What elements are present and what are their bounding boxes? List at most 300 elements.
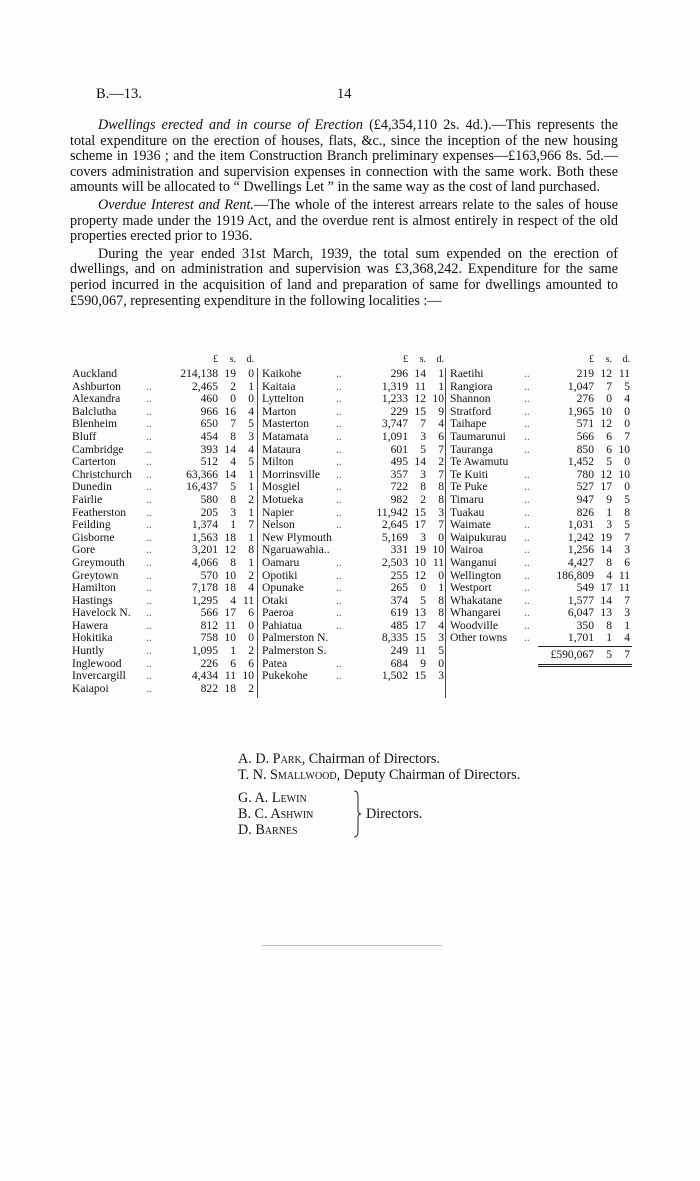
table-row: [70, 456, 256, 469]
locality-name: Ashburton: [72, 379, 121, 393]
total-pounds: £590,067: [550, 648, 594, 662]
leader-dots: ..: [336, 656, 342, 670]
leader-dots: ..: [146, 518, 152, 532]
locality-name: Dunedin: [72, 480, 112, 494]
shillings-value: 8: [230, 555, 236, 569]
pounds-value: 619: [390, 606, 408, 620]
locality-name: Wanganui: [450, 555, 497, 569]
pounds-header: £: [213, 354, 218, 365]
leader-dots: ..: [146, 543, 152, 557]
shillings-value: 15: [414, 404, 426, 418]
table-row: [70, 645, 256, 658]
pounds-value: 4,434: [191, 669, 218, 683]
shillings-value: 17: [224, 606, 236, 620]
leader-dots: ..: [524, 631, 530, 645]
leader-dots: ..: [146, 606, 152, 620]
table-row: [448, 393, 632, 406]
pounds-value: 7,178: [191, 581, 218, 595]
table-row: [70, 670, 256, 683]
shillings-value: 10: [224, 568, 236, 582]
deputy-role: , Deputy Chairman of Directors.: [336, 767, 521, 783]
pence-value: 6: [248, 656, 254, 670]
shillings-value: 17: [414, 518, 426, 532]
chairman-name: A. D. Park: [238, 751, 302, 767]
total-shillings: 5: [606, 648, 612, 662]
pence-value: 1: [248, 555, 254, 569]
pence-value: 8: [438, 593, 444, 607]
pence-value: 7: [438, 467, 444, 481]
pence-value: 0: [248, 367, 254, 380]
leader-dots: ..: [336, 404, 342, 418]
pounds-value: 11,942: [376, 505, 408, 519]
leader-dots: ..: [524, 518, 530, 532]
leader-dots: ..: [336, 429, 342, 443]
table-column-1: [70, 354, 256, 695]
pounds-value: 850: [576, 442, 594, 456]
table-row: [260, 519, 446, 532]
locality-name: Tuakau: [450, 505, 485, 519]
locality-name: Greymouth: [72, 555, 125, 569]
leader-dots: ..: [146, 429, 152, 443]
shillings-value: 1: [606, 631, 612, 645]
locality-name: Woodville: [450, 618, 499, 632]
pounds-value: 566: [576, 429, 594, 443]
leader-dots: ..: [524, 417, 530, 431]
pence-value: 11: [242, 593, 254, 607]
pence-value: 4: [248, 442, 254, 456]
shillings-value: 0: [420, 581, 426, 595]
leader-dots: ..: [524, 467, 530, 481]
pounds-value: 1,095: [191, 644, 218, 658]
paragraph-dwellings-text: (£4,354,110 2s. 4d.).—This represents the total expenditure on the erection of houses, flats, &c., since the inception of the new housing scheme in 1936 ; and the item Construction Branch preliminary expenses—£163,966 8s. 5d.—covers administration and supervision expenses in connection with the same work. Both these amounts will be allocated to “ Dwellings Let ” in the same way as the cost of land purchased.: [70, 117, 618, 196]
locality-name: Palmerston N.: [262, 631, 329, 645]
pounds-header: £: [589, 354, 594, 365]
leader-dots: ..: [336, 581, 342, 595]
shillings-value: 19: [224, 367, 236, 380]
pence-value: 1: [248, 530, 254, 544]
locality-name: Auckland: [72, 367, 118, 380]
signature-deputy: [238, 767, 520, 784]
shillings-value: 12: [414, 392, 426, 406]
pounds-value: 601: [390, 442, 408, 456]
locality-name: Lyttelton: [262, 392, 304, 406]
pence-value: 2: [248, 492, 254, 506]
shillings-value: 1: [606, 505, 612, 519]
pounds-value: 1,965: [567, 404, 594, 418]
pounds-value: 2,465: [191, 379, 218, 393]
pounds-value: 214,138: [180, 367, 218, 380]
total-row: [448, 649, 632, 663]
pence-value: 1: [248, 467, 254, 481]
chairman-role: , Chairman of Directors.: [301, 751, 440, 767]
locality-name: Pahiatua: [262, 618, 302, 632]
locality-name: Paeroa: [262, 606, 294, 620]
locality-name: Hokitika: [72, 631, 113, 645]
leader-dots: ..: [146, 467, 152, 481]
pounds-value: 255: [390, 568, 408, 582]
pounds-value: 571: [576, 417, 594, 431]
table-column-3: [448, 354, 632, 663]
shillings-value: 8: [420, 480, 426, 494]
pence-value: 1: [438, 367, 444, 380]
footer-rule: [262, 945, 442, 946]
locality-name: Rangiora: [450, 379, 493, 393]
locality-name: Nelson: [262, 518, 295, 532]
locality-name: Bluff: [72, 429, 97, 443]
locality-name: Kaikohe: [262, 367, 302, 380]
leader-dots: ..: [524, 505, 530, 519]
leader-dots: ..: [336, 593, 342, 607]
pence-value: 4: [248, 581, 254, 595]
locality-name: Featherston: [72, 505, 127, 519]
pence-value: 5: [248, 455, 254, 469]
table-row: [70, 418, 256, 431]
locality-name: Waipukurau: [450, 530, 507, 544]
locality-name: Hawera: [72, 618, 109, 632]
locality-name: Timaru: [450, 492, 484, 506]
paragraph-dwellings: [70, 118, 618, 196]
pence-value: 0: [624, 455, 630, 469]
paragraph-overdue: [70, 198, 618, 245]
shillings-value: 9: [420, 656, 426, 670]
locality-name: Tauranga: [450, 442, 493, 456]
shillings-value: 12: [224, 543, 236, 557]
shillings-value: 14: [224, 442, 236, 456]
shillings-header: s.: [229, 354, 236, 365]
pence-value: 4: [438, 417, 444, 431]
leader-dots: ..: [146, 417, 152, 431]
locality-name: Wairoa: [450, 543, 484, 557]
shillings-value: 1: [230, 644, 236, 658]
page-number: 14: [337, 86, 352, 102]
locality-name: Greytown: [72, 568, 119, 582]
shillings-value: 19: [600, 530, 612, 544]
leader-dots: ..: [524, 568, 530, 582]
leader-dots: ..: [336, 505, 342, 519]
pounds-value: 1,374: [191, 518, 218, 532]
pounds-value: 2,503: [381, 555, 408, 569]
pence-value: 8: [438, 480, 444, 494]
pounds-value: 1,047: [567, 379, 594, 393]
shillings-value: 7: [230, 417, 236, 431]
leader-dots: ..: [524, 480, 530, 494]
locality-name: Christchurch: [72, 467, 132, 481]
leader-dots: ..: [146, 555, 152, 569]
pounds-value: 812: [200, 618, 218, 632]
pounds-value: 566: [200, 606, 218, 620]
leader-dots: ..: [524, 492, 530, 506]
pounds-value: 1,295: [191, 593, 218, 607]
locality-name: Gore: [72, 543, 96, 557]
pounds-value: 249: [390, 644, 408, 658]
shillings-value: 5: [606, 455, 612, 469]
leader-dots: ..: [146, 669, 152, 683]
pounds-value: 1,563: [191, 530, 218, 544]
pence-value: 0: [438, 568, 444, 582]
signature-chairman: [238, 751, 440, 768]
leader-dots: ..: [146, 505, 152, 519]
pence-value: 10: [618, 467, 630, 481]
shillings-value: 5: [230, 480, 236, 494]
table-row: [448, 607, 632, 620]
pence-value: 0: [624, 417, 630, 431]
leader-dots: ..: [336, 417, 342, 431]
pence-value: 1: [248, 505, 254, 519]
locality-name: Taumarunui: [450, 429, 506, 443]
locality-name: Napier: [262, 505, 294, 519]
leader-dots: ..: [524, 555, 530, 569]
pounds-value: 229: [390, 404, 408, 418]
pounds-value: 1,577: [567, 593, 594, 607]
shillings-value: 10: [600, 404, 612, 418]
locality-name: Mataura: [262, 442, 301, 456]
shillings-value: 11: [224, 618, 236, 632]
shillings-value: 9: [606, 492, 612, 506]
locality-name: Pukekohe: [262, 669, 308, 683]
locality-name: Westport: [450, 581, 492, 595]
pence-value: 3: [624, 606, 630, 620]
column-divider: [257, 368, 258, 698]
table-row: [70, 519, 256, 532]
table-row: [260, 557, 446, 570]
table-column-2: [260, 354, 446, 683]
pence-value: 0: [624, 480, 630, 494]
shillings-value: 16: [224, 404, 236, 418]
pounds-value: 374: [390, 593, 408, 607]
locality-name: Te Puke: [450, 480, 488, 494]
body-text: [70, 118, 618, 311]
leader-dots: ..: [336, 467, 342, 481]
locality-name: Otaki: [262, 593, 288, 607]
pence-value: 1: [248, 379, 254, 393]
leader-dots: ..: [336, 555, 342, 569]
leader-dots: ..: [524, 593, 530, 607]
leader-dots: ..: [146, 618, 152, 632]
pence-value: 8: [438, 606, 444, 620]
pounds-value: 758: [200, 631, 218, 645]
shillings-value: 11: [224, 669, 236, 683]
pence-value: 3: [248, 429, 254, 443]
pounds-value: 485: [390, 618, 408, 632]
directors-label: Directors.: [366, 806, 423, 822]
locality-name: Invercargill: [72, 669, 126, 683]
pence-value: 10: [242, 669, 254, 683]
table-row: [448, 519, 632, 532]
table-row: [448, 494, 632, 507]
total-double-rule: [538, 664, 632, 665]
pounds-value: 3,201: [191, 543, 218, 557]
pounds-value: 982: [390, 492, 408, 506]
shillings-value: 7: [606, 379, 612, 393]
shillings-value: 13: [414, 606, 426, 620]
shillings-value: 17: [600, 480, 612, 494]
pence-value: 3: [438, 669, 444, 683]
locality-name: Opunake: [262, 581, 304, 595]
column-header: [260, 354, 446, 368]
pence-value: 4: [624, 631, 630, 645]
pounds-value: 3,747: [381, 417, 408, 431]
pence-value: 2: [248, 644, 254, 658]
pounds-value: 780: [576, 467, 594, 481]
pence-value: 8: [624, 505, 630, 519]
pounds-value: 947: [576, 492, 594, 506]
pounds-value: 5,169: [381, 530, 408, 544]
leader-dots: ..: [146, 379, 152, 393]
shillings-value: 8: [230, 429, 236, 443]
locality-name: Kaitaia: [262, 379, 296, 393]
locality-name: Cambridge: [72, 442, 124, 456]
pence-value: 8: [248, 543, 254, 557]
leader-dots: ..: [336, 455, 342, 469]
pence-value: 3: [438, 505, 444, 519]
pounds-value: 186,809: [556, 568, 594, 582]
shillings-value: 3: [420, 429, 426, 443]
shillings-value: 5: [420, 593, 426, 607]
locality-name: Milton: [262, 455, 294, 469]
pence-value: 5: [438, 644, 444, 658]
leader-dots: ..: [524, 543, 530, 557]
shillings-value: 7: [420, 417, 426, 431]
shillings-value: 15: [414, 631, 426, 645]
pounds-value: 512: [200, 455, 218, 469]
locality-name: Carterton: [72, 455, 116, 469]
pence-value: 0: [248, 392, 254, 406]
table-row: [70, 368, 256, 381]
locality-name: Fairlie: [72, 492, 103, 506]
table-row: [448, 431, 632, 444]
table-row: [260, 494, 446, 507]
column-header: [70, 354, 256, 368]
shillings-value: 12: [600, 367, 612, 380]
shillings-value: 14: [600, 593, 612, 607]
pence-value: 0: [438, 656, 444, 670]
leader-dots: ..: [146, 492, 152, 506]
shillings-value: 14: [600, 543, 612, 557]
pence-value: 4: [624, 392, 630, 406]
leader-dots: ..: [524, 530, 530, 544]
pence-value: 0: [624, 404, 630, 418]
shillings-value: 0: [230, 392, 236, 406]
leader-dots: ..: [524, 379, 530, 393]
leader-dots: ..: [336, 568, 342, 582]
pence-value: 5: [248, 417, 254, 431]
leader-dots: ..: [146, 644, 152, 658]
pounds-value: 966: [200, 404, 218, 418]
table-row: [260, 670, 446, 683]
leader-dots: ..: [146, 568, 152, 582]
column-header: [448, 354, 632, 368]
pounds-value: 650: [200, 417, 218, 431]
leader-dots: ..: [524, 392, 530, 406]
pounds-value: 276: [576, 392, 594, 406]
pence-value: 0: [438, 530, 444, 544]
pence-value: 7: [624, 593, 630, 607]
pounds-value: 1,242: [567, 530, 594, 544]
shillings-value: 12: [600, 467, 612, 481]
shillings-value: 13: [600, 606, 612, 620]
table-row: [448, 368, 632, 381]
pounds-value: 570: [200, 568, 218, 582]
locality-name: Ngaruawahia..: [262, 543, 330, 557]
pounds-value: 722: [390, 480, 408, 494]
shillings-value: 19: [414, 543, 426, 557]
pounds-value: 1,701: [567, 631, 594, 645]
locality-name: Te Awamutu: [450, 455, 509, 469]
pounds-value: 296: [390, 367, 408, 380]
leader-dots: ..: [146, 593, 152, 607]
leader-dots: ..: [336, 442, 342, 456]
locality-name: Gisborne: [72, 530, 115, 544]
locality-name: Huntly: [72, 644, 105, 658]
pence-value: 7: [248, 518, 254, 532]
locality-name: Havelock N.: [72, 606, 131, 620]
pounds-value: 1,452: [567, 455, 594, 469]
pounds-value: 4,427: [567, 555, 594, 569]
pounds-value: 4,066: [191, 555, 218, 569]
leader-dots: ..: [146, 681, 152, 695]
table-row: [448, 557, 632, 570]
leader-dots: ..: [146, 656, 152, 670]
total-double-rule: [538, 666, 632, 667]
locality-name: Opotiki: [262, 568, 298, 582]
leader-dots: ..: [336, 392, 342, 406]
table-row: [448, 582, 632, 595]
locality-name: Kaiapoi: [72, 681, 109, 695]
locality-name: Inglewood: [72, 656, 122, 670]
leader-dots: ..: [146, 530, 152, 544]
locality-name: Wellington: [450, 568, 502, 582]
pence-value: 1: [624, 618, 630, 632]
locality-name: Hamilton: [72, 581, 116, 595]
shillings-value: 18: [224, 530, 236, 544]
paragraph-overdue-title: Overdue Interest and Rent.: [98, 196, 254, 213]
pence-value: 11: [618, 568, 630, 582]
leader-dots: ..: [524, 606, 530, 620]
shillings-value: 6: [230, 656, 236, 670]
table-row: [70, 607, 256, 620]
paragraph-overdue-text: —The whole of the interest arrears relate to the sales of house property made under the 1919 Act, and the overdue rent is almost entirely in respect of the old properties erected prior to 1936.: [70, 196, 618, 245]
shillings-value: 8: [606, 555, 612, 569]
pence-value: 2: [438, 455, 444, 469]
pounds-value: 331: [390, 543, 408, 557]
table-row: [70, 393, 256, 406]
pence-value: 7: [438, 442, 444, 456]
pence-value: 11: [432, 555, 444, 569]
shillings-value: 5: [420, 442, 426, 456]
table-row: [70, 431, 256, 444]
leader-dots: ..: [146, 442, 152, 456]
shillings-value: 3: [420, 530, 426, 544]
pence-value: 10: [618, 442, 630, 456]
leader-dots: ..: [336, 367, 342, 380]
shillings-value: 4: [230, 455, 236, 469]
shillings-value: 15: [414, 505, 426, 519]
leader-dots: ..: [524, 404, 530, 418]
total-rule: [538, 646, 632, 647]
pence-value: 7: [624, 530, 630, 544]
locality-name: Mosgiel: [262, 480, 301, 494]
leader-dots: ..: [524, 618, 530, 632]
locality-name: Palmerston S.: [262, 644, 327, 658]
pence-header: d.: [622, 354, 630, 365]
leader-dots: ..: [336, 480, 342, 494]
leader-dots: ..: [146, 480, 152, 494]
pounds-value: 822: [200, 681, 218, 695]
locality-name: Masterton: [262, 417, 310, 431]
locality-name: Taihape: [450, 417, 487, 431]
pence-value: 1: [438, 581, 444, 595]
pence-header: d.: [436, 354, 444, 365]
